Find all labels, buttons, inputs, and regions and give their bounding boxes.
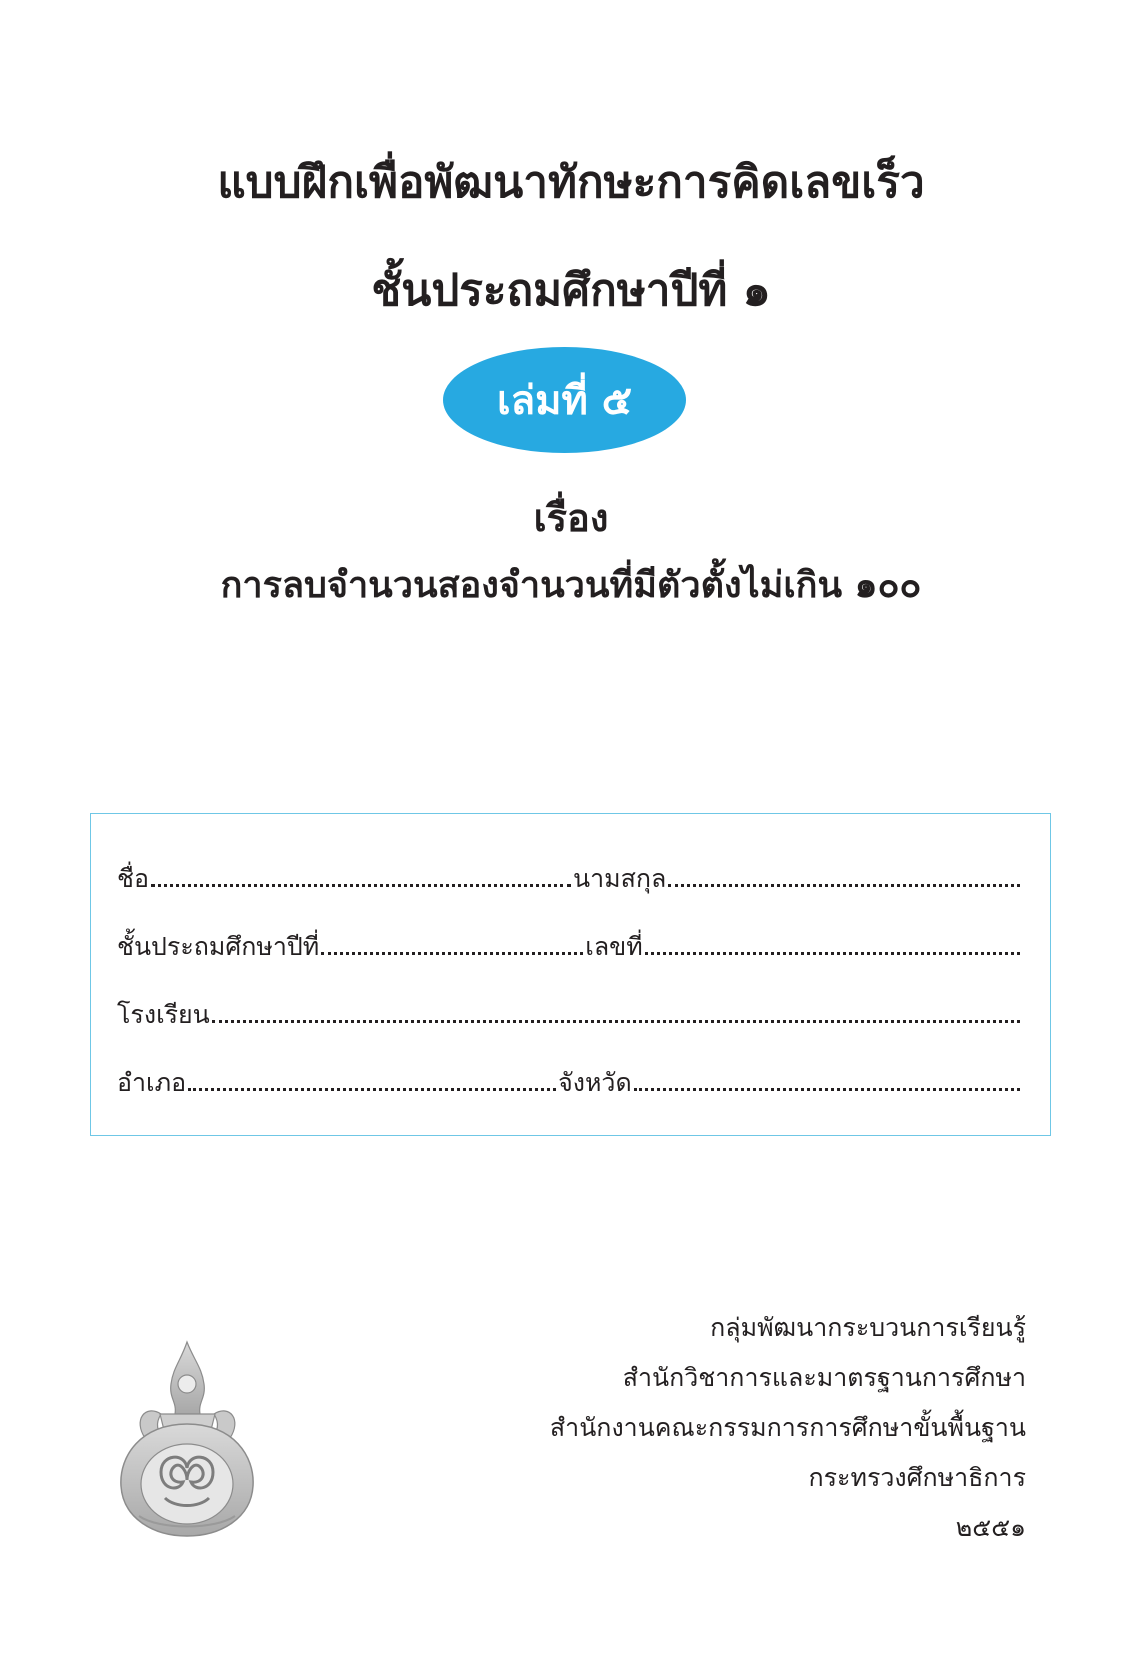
subject-title: การลบจำนวนสองจำนวนที่มีตัวตั้งไม่เกิน ๑๐๐ — [220, 565, 922, 606]
name-label: ชื่อ — [117, 864, 149, 893]
grade-title: ชั้นประถมศึกษาปีที่ ๑ — [371, 265, 771, 316]
province-field[interactable] — [634, 1088, 1020, 1091]
number-label: เลขที่ — [585, 932, 643, 961]
school-label: โรงเรียน — [117, 1000, 210, 1029]
volume-badge — [443, 347, 686, 453]
location-row — [117, 1050, 1022, 1098]
grade-row — [117, 914, 1022, 962]
publisher-line-1: กลุ่มพัฒนากระบวนการเรียนรู้ — [710, 1313, 1026, 1342]
district-field[interactable] — [188, 1088, 556, 1091]
publisher-line-2: สำนักวิชาการและมาตรฐานการศึกษา — [622, 1363, 1026, 1392]
subject-heading: เรื่อง — [533, 496, 609, 540]
name-field[interactable] — [151, 884, 571, 887]
surname-field[interactable] — [668, 884, 1020, 887]
publisher-line-4: กระทรวงศึกษาธิการ — [808, 1463, 1026, 1492]
publisher-line-3: สำนักงานคณะกรรมการการศึกษาขั้นพื้นฐาน — [549, 1413, 1026, 1442]
number-field[interactable] — [645, 952, 1020, 955]
name-row — [117, 846, 1022, 894]
publisher-block — [550, 1303, 1026, 1553]
publication-year: ๒๕๕๑ — [955, 1513, 1026, 1542]
surname-label: นามสกุล — [572, 864, 667, 893]
school-row — [117, 982, 1022, 1030]
obec-emblem-icon — [115, 1340, 260, 1540]
school-field[interactable] — [212, 1020, 1020, 1023]
province-label: จังหวัด — [558, 1068, 632, 1097]
volume-label: เล่มที่ ๕ — [496, 378, 633, 424]
district-label: อำเภอ — [117, 1068, 187, 1097]
grade-field[interactable] — [321, 952, 583, 955]
cover-title: แบบฝึกเพื่อพัฒนาทักษะการคิดเลขเร็ว — [217, 157, 925, 208]
grade-label: ชั้นประถมศึกษาปีที่ — [117, 932, 320, 961]
student-info-box — [90, 813, 1051, 1136]
